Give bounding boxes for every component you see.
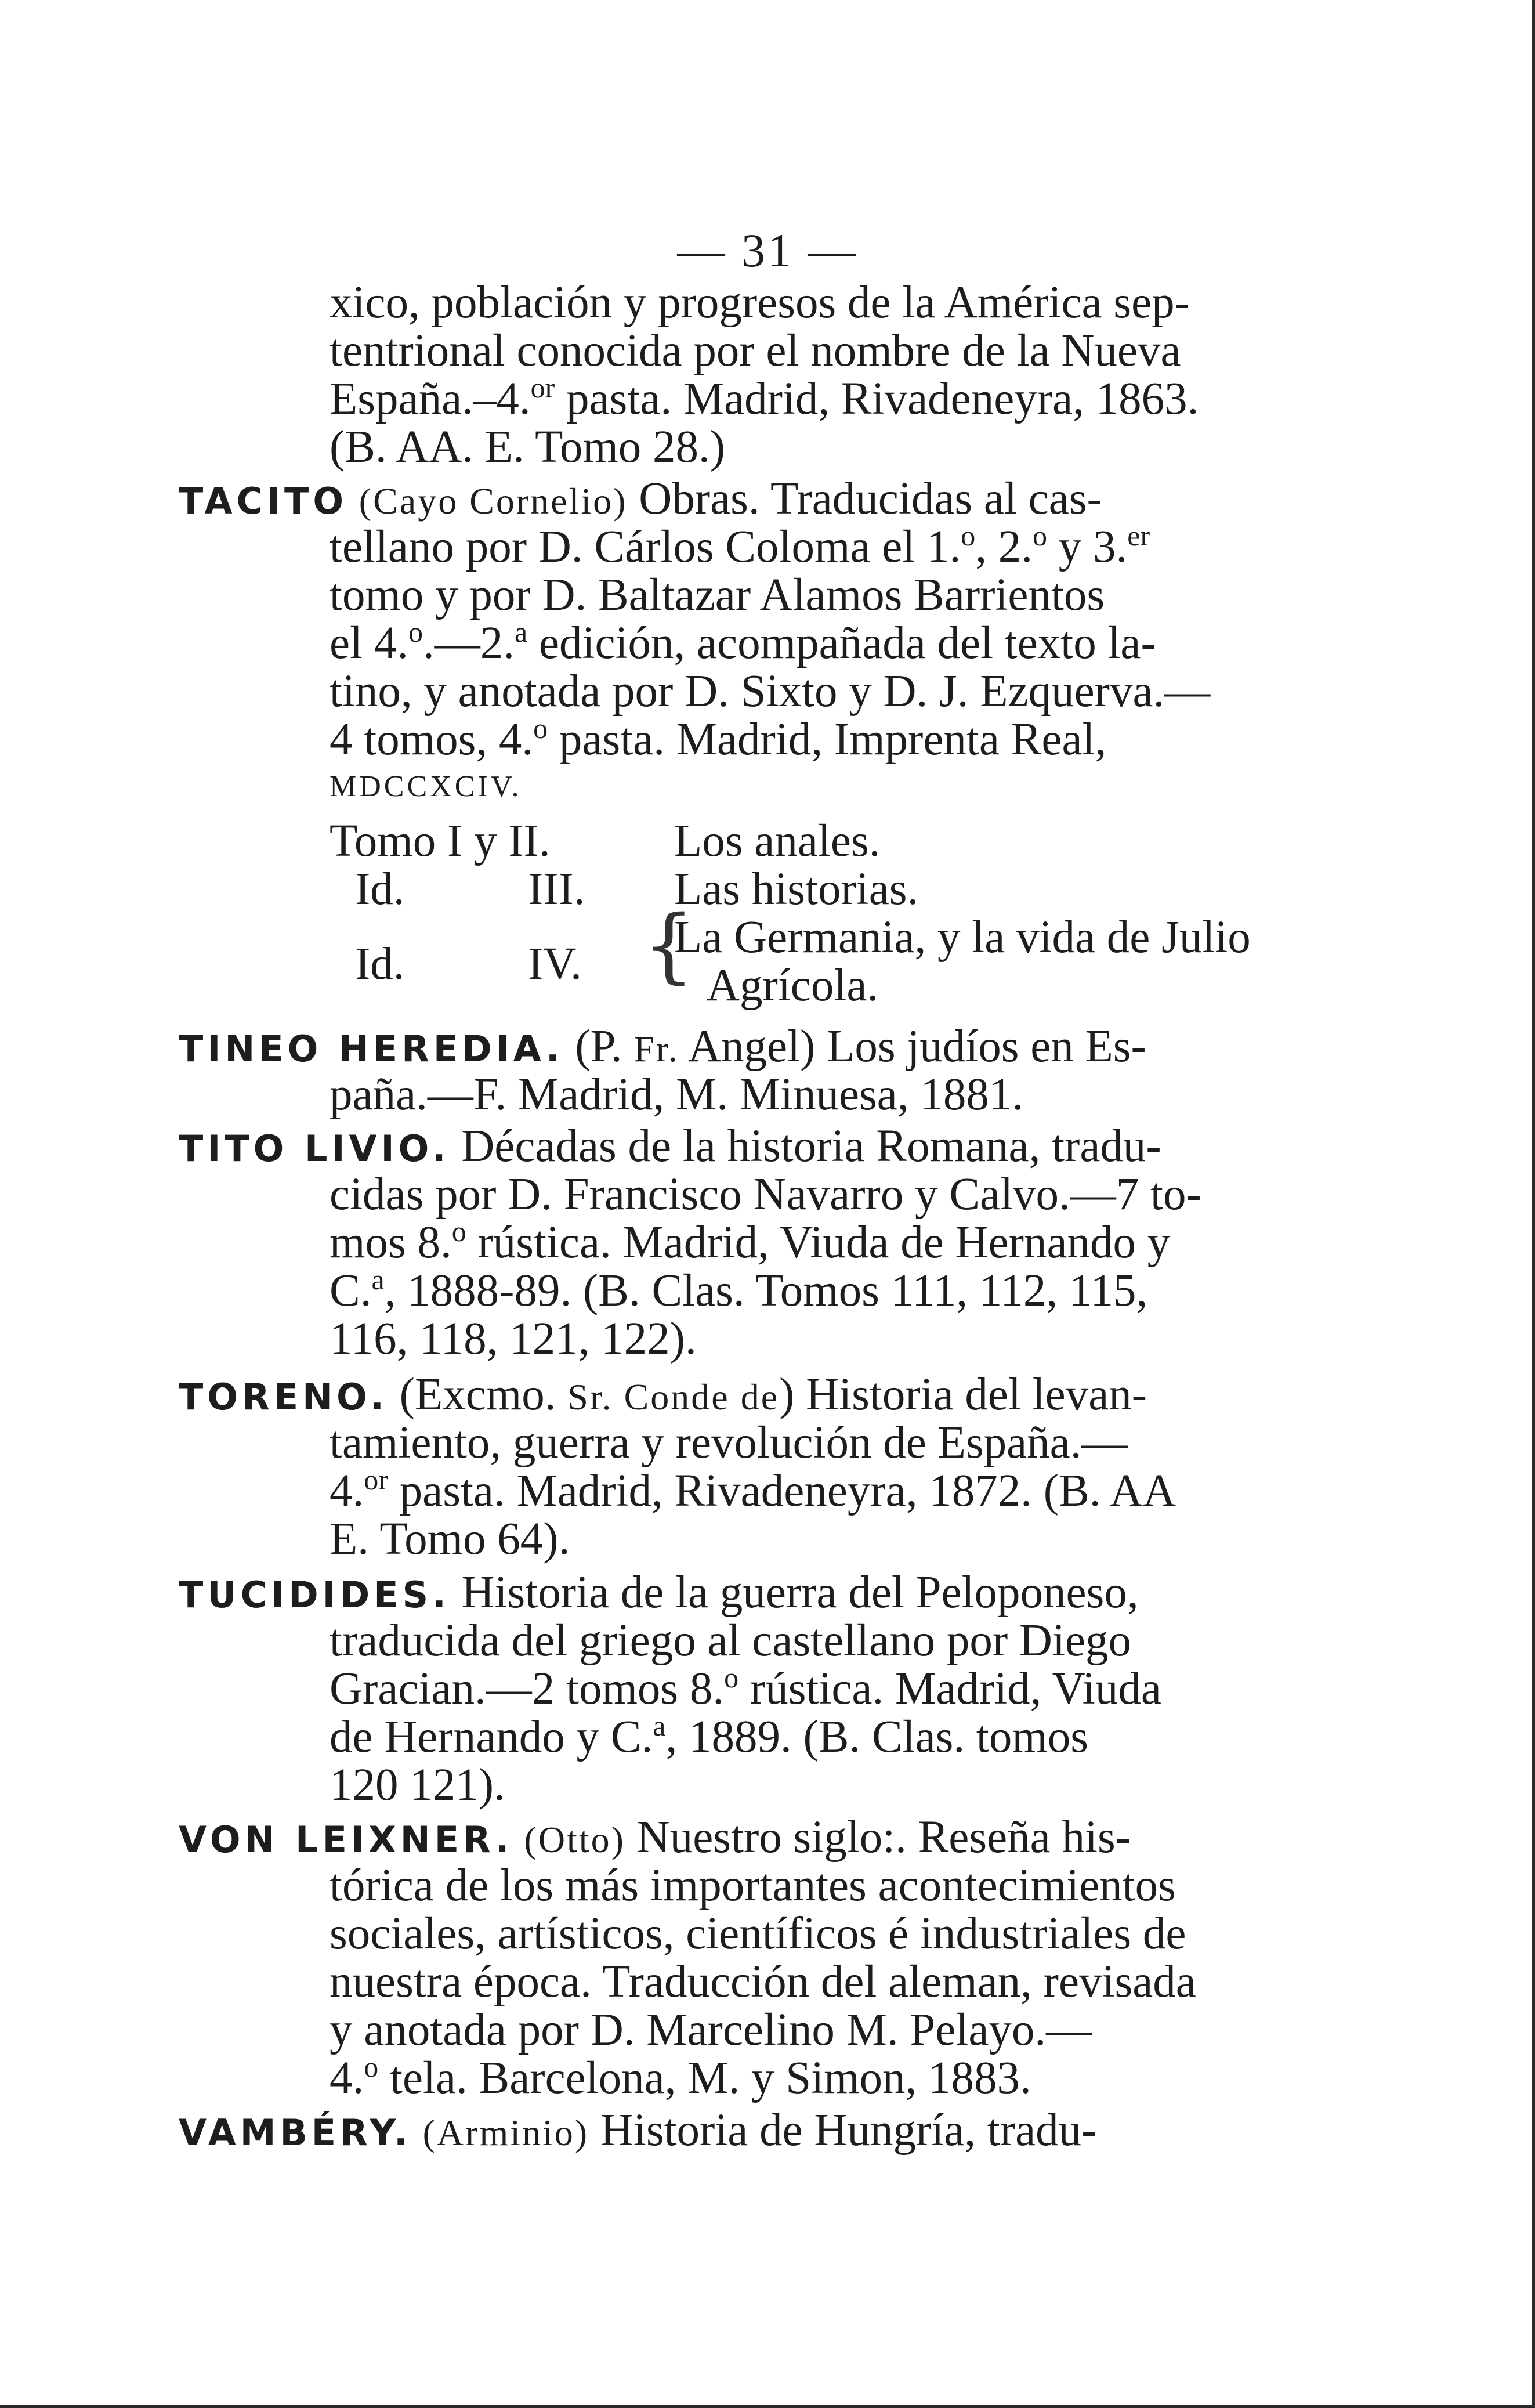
text-line: y anotada por D. Marcelino M. Pelayo.— bbox=[330, 2005, 1092, 2055]
entry-headword: TINEO HEREDIA. bbox=[179, 1028, 564, 1070]
text-line: nuestra época. Traducción del aleman, revisada bbox=[330, 1957, 1196, 2007]
entry-tucidides-line: TUCIDIDES. Historia de la guerra del Peloponeso, bbox=[179, 1567, 1139, 1618]
entry-headword: VON LEIXNER. bbox=[179, 1818, 513, 1861]
text-line: tomo y por D. Baltazar Alamos Barrientos bbox=[330, 570, 1105, 620]
text-line: mos 8.$^o$ rústica. Madrid, Viuda de Hernando y bbox=[330, 1215, 1171, 1268]
text-line: E. Tomo 64). bbox=[330, 1514, 570, 1564]
text-line: cidas por D. Francisco Navarro y Calvo.—7 to- bbox=[330, 1169, 1201, 1220]
text-line: el 4.$^o$.—2.$^a$ edición, acompañada del texto la- bbox=[330, 616, 1156, 668]
text-line: tamiento, guerra y revolución de España.— bbox=[330, 1418, 1128, 1468]
text-line: Gracian.—2 tomos 8.$^o$ rústica. Madrid, Viuda bbox=[330, 1661, 1161, 1714]
text-line: 4.$^o$ tela. Barcelona, M. y Simon, 1883. bbox=[330, 2051, 1031, 2103]
entry-headword: TACITO bbox=[179, 480, 348, 522]
text-line: 4.$^{or}$ pasta. Madrid, Rivadeneyra, 1872. (B. AA bbox=[330, 1463, 1176, 1516]
text-line: 120 121). bbox=[330, 1760, 505, 1810]
volume-content: Las historias. bbox=[674, 864, 919, 914]
text-line: traducida del griego al castellano por Diego bbox=[330, 1615, 1131, 1666]
volume-number: IV. bbox=[528, 939, 582, 989]
text-line: C.$^a$, 1888-89. (B. Clas. Tomos 111, 112, 115, bbox=[330, 1263, 1148, 1316]
volume-content: Agrícola. bbox=[707, 960, 879, 1011]
entry-headword: VAMBÉRY. bbox=[179, 2111, 412, 2154]
entry-vambery-line: VAMBÉRY. (Arminio) Historia de Hungría, tradu- bbox=[179, 2105, 1097, 2156]
text-line: xico, población y progresos de la América sep- bbox=[330, 277, 1190, 328]
volume-content: La Germania, y la vida de Julio bbox=[674, 912, 1251, 963]
text-line: España.–4.$^{or}$ pasta. Madrid, Rivadeneyra, 1863. bbox=[330, 371, 1199, 424]
volume-label: Tomo I y II. bbox=[330, 816, 551, 866]
volume-label: Id. bbox=[355, 864, 405, 914]
text-line: tino, y anotada por D. Sixto y D. J. Ezquerva.— bbox=[330, 666, 1211, 717]
text-line: 116, 118, 121, 122). bbox=[330, 1314, 697, 1364]
entry-headword: TITO LIVIO. bbox=[179, 1127, 450, 1170]
entry-headword: TUCIDIDES. bbox=[179, 1574, 450, 1616]
entry-toreno-line: TORENO. (Excmo. Sr. Conde de) Historia del levan- bbox=[179, 1369, 1147, 1420]
entry-headword: TORENO. bbox=[179, 1376, 388, 1418]
page-number: — 31 — bbox=[677, 224, 858, 277]
text-line: sociales, artísticos, científicos é industriales de bbox=[330, 1908, 1186, 1959]
text-line: MDCCXCIV. bbox=[330, 770, 522, 803]
curly-brace-glyph: { bbox=[643, 898, 695, 993]
volume-content: Los anales. bbox=[674, 816, 881, 866]
text-line: tórica de los más importantes acontecimientos bbox=[330, 1860, 1176, 1911]
entry-tacito-line: TACITO (Cayo Cornelio) Obras. Traducidas al cas- bbox=[179, 473, 1102, 524]
entry-tito-line: TITO LIVIO. Décadas de la historia Romana, tradu- bbox=[179, 1121, 1161, 1172]
text-line: paña.—F. Madrid, M. Minuesa, 1881. bbox=[330, 1069, 1024, 1120]
entry-tineo-line: TINEO HEREDIA. (P. Fr. Angel) Los judíos en Es- bbox=[179, 1021, 1146, 1072]
text-line: 4 tomos, 4.$^o$ pasta. Madrid, Imprenta Real, bbox=[330, 712, 1107, 765]
text-line: de Hernando y C.$^a$, 1889. (B. Clas. tomos bbox=[330, 1709, 1089, 1762]
volume-number: III. bbox=[528, 864, 585, 914]
text-line: tentrional conocida por el nombre de la Nueva bbox=[330, 326, 1181, 376]
volume-label: Id. bbox=[355, 939, 405, 989]
text-line: tellano por D. Cárlos Coloma el 1.$^o$, 2.$^o$ y 3.$^{er}$ bbox=[330, 519, 1150, 572]
entry-vonleixner-line: VON LEIXNER. (Otto) Nuestro siglo:. Reseña his- bbox=[179, 1812, 1131, 1863]
text-line: (B. AA. E. Tomo 28.) bbox=[330, 422, 726, 472]
